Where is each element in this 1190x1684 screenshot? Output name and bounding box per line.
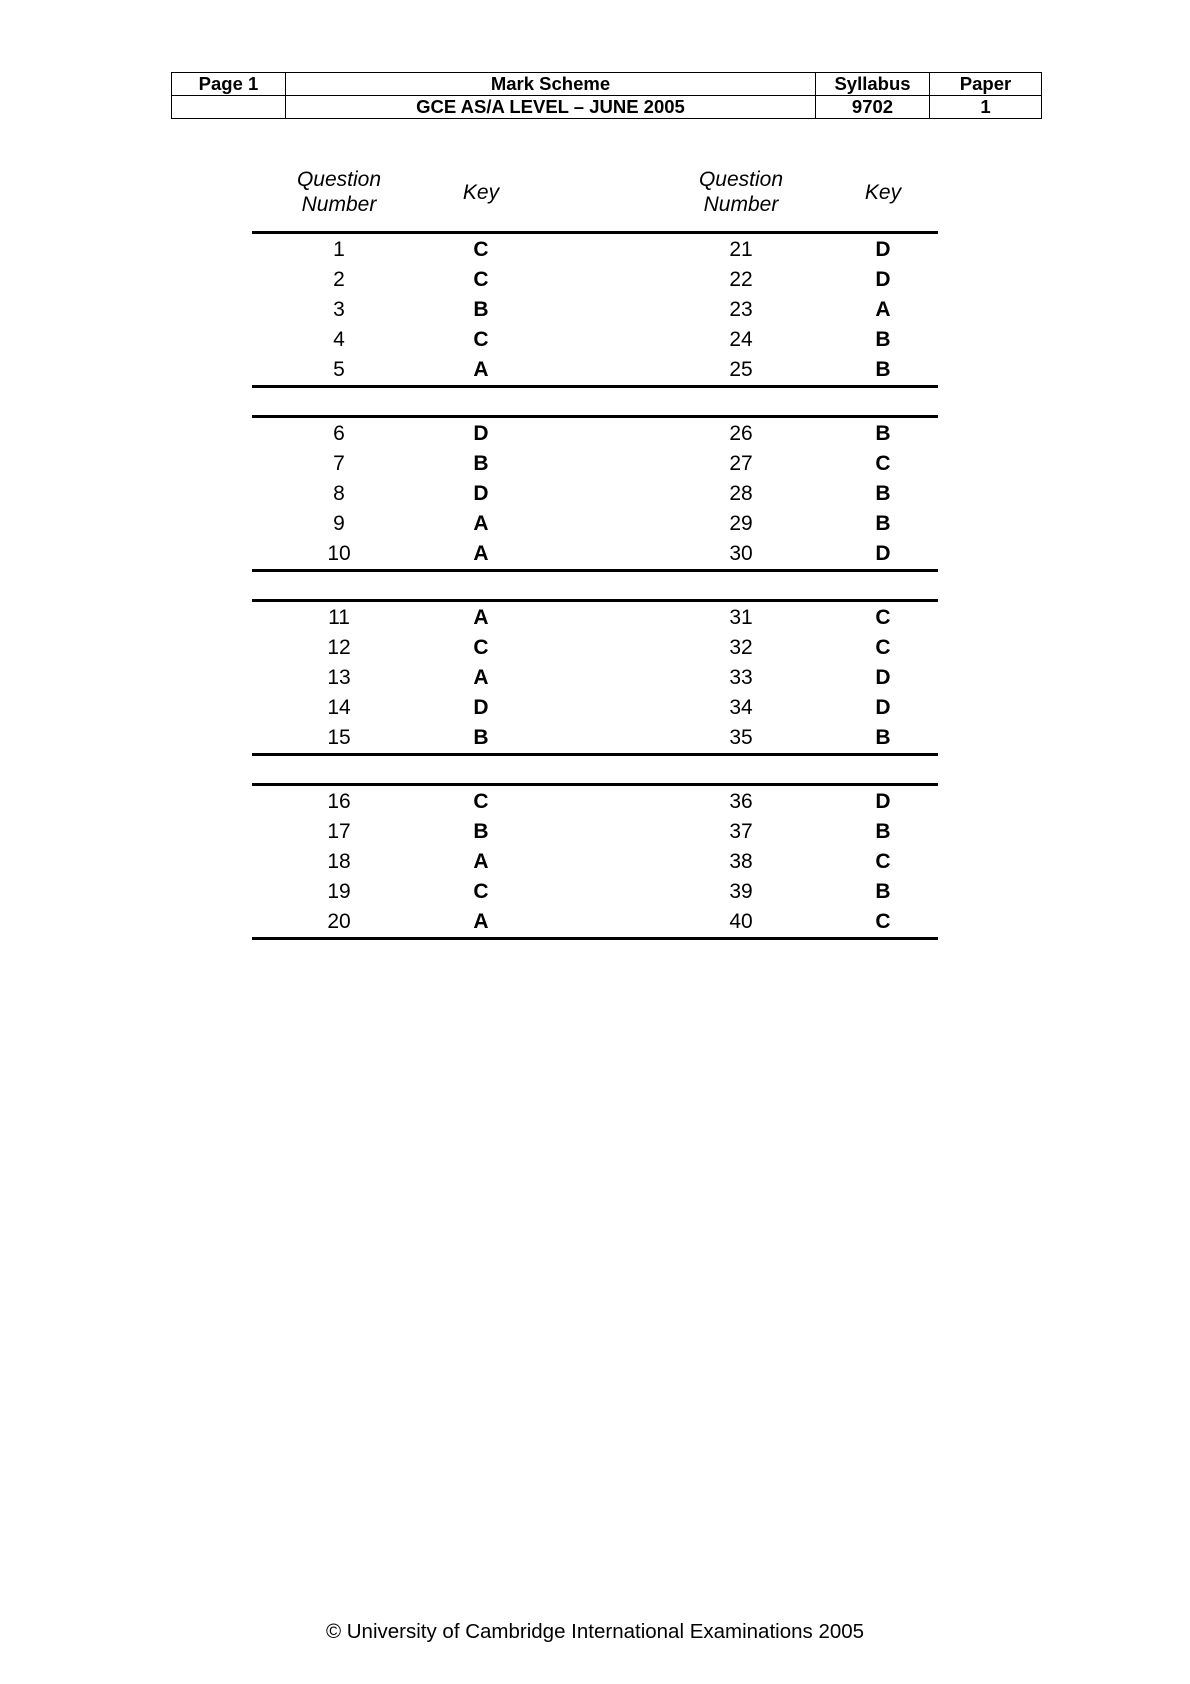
question-number: 11 — [328, 606, 350, 629]
page-label: Page 1 — [172, 73, 286, 96]
question-number: 20 — [327, 910, 351, 933]
answer-row — [252, 355, 938, 385]
question-number: 35 — [729, 726, 753, 749]
question-number: 13 — [327, 666, 351, 689]
answer-key-letter: C — [875, 910, 891, 933]
answer-key-letter: C — [473, 328, 489, 351]
answer-row — [252, 295, 938, 325]
answer-key-letter: A — [473, 358, 489, 381]
paper-value: 1 — [930, 96, 1042, 119]
answer-key-letter: C — [473, 636, 489, 659]
question-number: 9 — [333, 512, 345, 535]
question-number: 14 — [327, 696, 351, 719]
document-subtitle: GCE AS/A LEVEL – JUNE 2005 — [286, 96, 816, 119]
question-number: 1 — [333, 238, 345, 261]
answer-key-letter: C — [875, 452, 891, 475]
answer-blocks — [252, 231, 938, 940]
question-number: 34 — [729, 696, 753, 719]
answer-key-letter: C — [473, 790, 489, 813]
question-number: 18 — [327, 850, 351, 873]
question-number: 29 — [729, 512, 753, 535]
answer-key-letter: B — [875, 512, 891, 535]
header-text: Number — [301, 193, 377, 216]
question-number: 27 — [729, 452, 753, 475]
question-number: 40 — [729, 910, 753, 933]
answer-row — [252, 693, 938, 723]
question-number: 28 — [729, 482, 753, 505]
answer-key-letter: C — [875, 606, 891, 629]
answer-row — [252, 325, 938, 355]
syllabus-label: Syllabus — [816, 73, 930, 96]
answer-key-letter: D — [473, 422, 489, 445]
question-number: 32 — [729, 636, 753, 659]
answer-block — [252, 599, 938, 756]
question-number: 12 — [327, 636, 351, 659]
question-number-header — [666, 167, 816, 217]
answer-row — [252, 509, 938, 539]
answer-key-letter: C — [875, 636, 891, 659]
header-text: Question — [296, 168, 382, 191]
answer-key-letter: D — [875, 666, 891, 689]
answer-key-letter: D — [875, 268, 891, 291]
answer-row — [252, 235, 938, 265]
answer-key-letter: A — [473, 910, 489, 933]
question-number: 16 — [327, 790, 351, 813]
answer-row — [252, 723, 938, 753]
answer-key-letter: B — [473, 820, 489, 843]
answer-key-letter: A — [875, 298, 891, 321]
question-number: 3 — [333, 298, 345, 321]
answer-key-letter: D — [875, 238, 891, 261]
answer-key-column-headers — [252, 165, 938, 231]
question-number: 37 — [729, 820, 753, 843]
question-number: 4 — [333, 328, 345, 351]
question-number: 7 — [333, 452, 345, 475]
question-number: 2 — [333, 268, 345, 291]
answer-block — [252, 415, 938, 572]
answer-row — [252, 817, 938, 847]
answer-row — [252, 539, 938, 569]
question-number: 15 — [327, 726, 351, 749]
answer-key-letter: B — [875, 820, 891, 843]
answer-key-letter: A — [473, 850, 489, 873]
question-number: 17 — [327, 820, 351, 843]
answer-row — [252, 877, 938, 907]
key-header: Key — [462, 181, 500, 204]
question-number: 6 — [333, 422, 345, 445]
header-text: Question — [698, 168, 784, 191]
answer-key-letter: D — [875, 696, 891, 719]
question-number: 21 — [729, 238, 753, 261]
answer-key-letter: A — [473, 512, 489, 535]
paper-label: Paper — [930, 73, 1042, 96]
answer-row — [252, 847, 938, 877]
answer-row — [252, 479, 938, 509]
question-number: 22 — [729, 268, 753, 291]
answer-key-letter: B — [875, 422, 891, 445]
answer-key-letter: A — [473, 666, 489, 689]
answer-key-letter: B — [473, 298, 489, 321]
answer-key-letter: B — [875, 328, 891, 351]
answer-key-letter: C — [473, 880, 489, 903]
answer-key-letter: B — [875, 358, 891, 381]
answer-row — [252, 787, 938, 817]
answer-key-letter: B — [875, 726, 891, 749]
document-title: Mark Scheme — [286, 73, 816, 96]
mark-scheme-header-table — [171, 72, 1042, 119]
answer-key-letter: D — [875, 790, 891, 813]
question-number: 5 — [333, 358, 345, 381]
answer-key-letter: C — [473, 268, 489, 291]
question-number: 31 — [729, 606, 753, 629]
answer-row — [252, 449, 938, 479]
answer-key-letter: A — [473, 606, 489, 629]
answer-key-letter: D — [875, 542, 891, 565]
copyright-footer: © University of Cambridge International Examinations 2005 — [325, 1620, 865, 1643]
question-number: 33 — [729, 666, 753, 689]
question-number: 38 — [729, 850, 753, 873]
answer-key-letter: B — [473, 452, 489, 475]
answer-row — [252, 265, 938, 295]
question-number: 26 — [729, 422, 753, 445]
question-number: 25 — [729, 358, 753, 381]
answer-key-letter: C — [875, 850, 891, 873]
answer-key-letter: B — [875, 482, 891, 505]
syllabus-value: 9702 — [816, 96, 930, 119]
answer-key-letter: B — [473, 726, 489, 749]
answer-key-letter: B — [875, 880, 891, 903]
question-number: 24 — [729, 328, 753, 351]
answer-key-letter: D — [473, 696, 489, 719]
answer-block — [252, 783, 938, 940]
question-number: 39 — [729, 880, 753, 903]
answer-row — [252, 419, 938, 449]
empty-cell — [172, 96, 286, 119]
key-header: Key — [864, 181, 902, 204]
answer-row — [252, 633, 938, 663]
answer-row — [252, 663, 938, 693]
question-number: 10 — [327, 542, 351, 565]
question-number: 19 — [327, 880, 351, 903]
answer-row — [252, 603, 938, 633]
header-text: Number — [703, 193, 779, 216]
answer-block — [252, 231, 938, 388]
question-number: 36 — [729, 790, 753, 813]
answer-key-letter: C — [473, 238, 489, 261]
answer-row — [252, 907, 938, 937]
question-number-header — [264, 167, 414, 217]
answer-key-letter: D — [473, 482, 489, 505]
answer-key-letter: A — [473, 542, 489, 565]
question-number: 8 — [333, 482, 345, 505]
question-number: 30 — [729, 542, 753, 565]
answer-key — [252, 165, 938, 940]
question-number: 23 — [729, 298, 753, 321]
